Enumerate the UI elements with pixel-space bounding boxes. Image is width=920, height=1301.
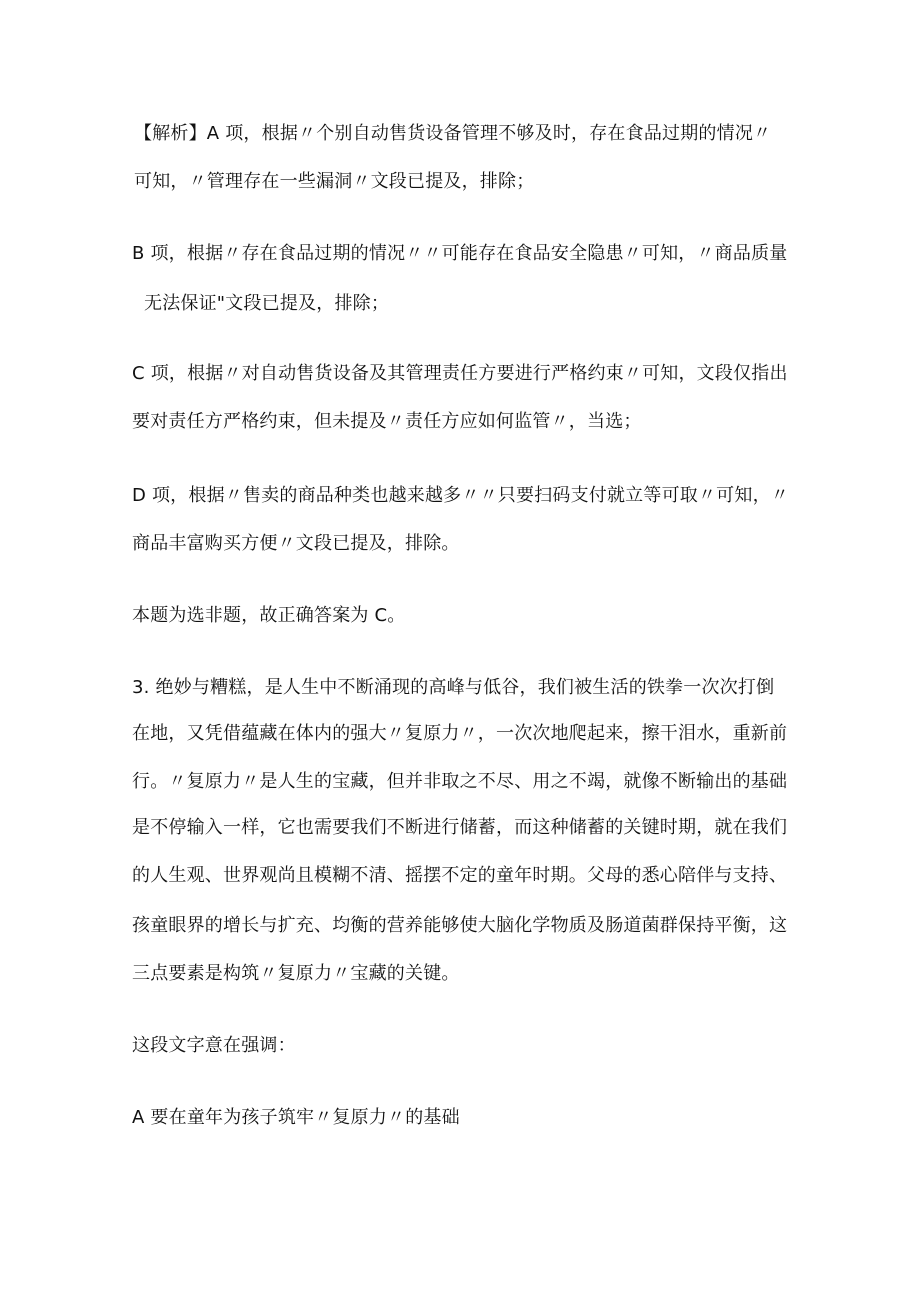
question-3-line-4: 是不停输入一样，它也需要我们不断进行储蓄，而这种储蓄的关键时期，就在我们 bbox=[132, 817, 788, 838]
question-3-line-5: 的人生观、世界观尚且模糊不清、摇摆不定的童年时期。父母的悉心陪伴与支持、 bbox=[132, 865, 788, 886]
question-3-line-3: 行。〃复原力〃是人生的宝藏，但并非取之不尽、用之不竭，就像不断输出的基础 bbox=[132, 771, 788, 792]
explanation-c-line-2: 要对责任方严格约束，但未提及〃责任方应如何监管〃，当选； bbox=[132, 411, 642, 432]
question-prompt: 这段文字意在强调： bbox=[132, 1035, 296, 1056]
option-a: A 要在童年为孩子筑牢〃复原力〃的基础 bbox=[132, 1107, 460, 1128]
question-3-line-1: 3. 绝妙与糟糕，是人生中不断涌现的高峰与低谷，我们被生活的铁拳一次次打倒 bbox=[132, 677, 775, 698]
question-3-line-7: 三点要素是构筑〃复原力〃宝藏的关键。 bbox=[132, 963, 460, 984]
explanation-a-line-1: 【解析】A 项，根据〃个别自动售货设备管理不够及时，存在食品过期的情况〃 bbox=[134, 123, 772, 144]
explanation-b-line-2: 无法保证"文段已提及，排除； bbox=[144, 293, 390, 314]
explanation-a-line-2: 可知，〃管理存在一些漏洞〃文段已提及，排除； bbox=[134, 171, 535, 192]
explanation-c-line-1: C 项，根据〃对自动售货设备及其管理责任方要进行严格约束〃可知，文段仅指出 bbox=[132, 363, 788, 384]
explanation-b-line-1: B 项，根据〃存在食品过期的情况〃〃可能存在食品安全隐患〃可知，〃商品质量 bbox=[132, 243, 788, 264]
question-3-line-6: 孩童眼界的增长与扩充、均衡的营养能够使大脑化学物质及肠道菌群保持平衡，这 bbox=[132, 915, 788, 936]
question-3-line-2: 在地，又凭借蕴藏在体内的强大〃复原力〃，一次次地爬起来，擦干泪水，重新前 bbox=[132, 723, 788, 744]
explanation-d-line-1: D 项，根据〃售卖的商品种类也越来越多〃〃只要扫码支付就立等可取〃可知，〃 bbox=[132, 485, 789, 506]
answer-statement: 本题为选非题，故正确答案为 C。 bbox=[132, 605, 406, 626]
explanation-d-line-2: 商品丰富购买方便〃文段已提及，排除。 bbox=[132, 533, 460, 554]
